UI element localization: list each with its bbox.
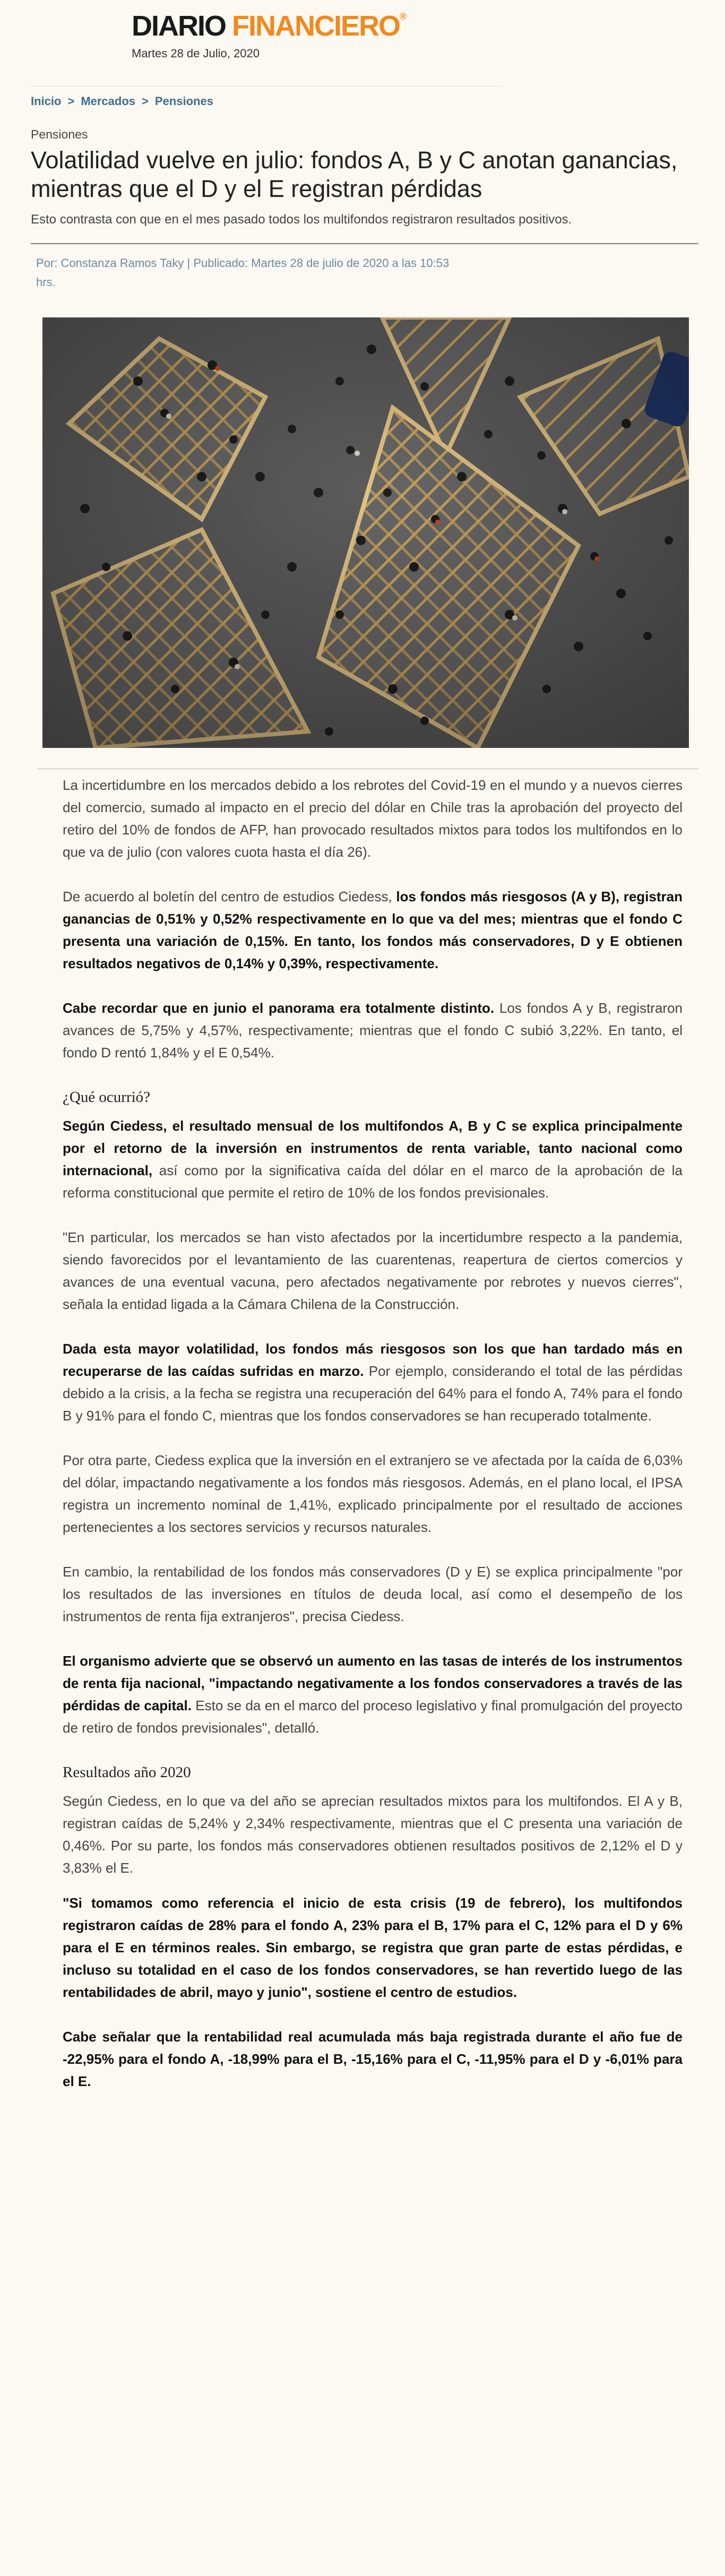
paragraph-bold-text: "Si tomamos como referencia el inicio de esta crisis (19 de febrero), los multifondos registraron caídas de 28% para el fondo A, 23% para el B, 17% para el C, 12% para el D y 6% para el E en términos reales. Sin embargo, se registra que gran parte de estas pérdidas, e incluso su totalidad en el caso de los fondos conservadores, se han revertido luego de las rentabilidades de abril, mayo y junio", sostiene el centro de estudios. [63, 1895, 683, 2000]
breadcrumb-separator: > [67, 94, 75, 108]
paragraph-text: Según Ciedess, en lo que va del año se aprecian resultados mixtos para los multifondos. El A y B, registran caídas de 5,24% y 2,34% respectivamente, mientras que el C presenta una variación de 0,46%. Por su parte, los fondos más conservadores obtienen resultados positivos de 2,12% el D y 3,83% el E. [63, 1793, 683, 1876]
article-paragraph [63, 885, 683, 975]
paragraph-bold-text: Cabe señalar que la rentabilidad real acumulada más baja registrada durante el año fue de -22,95% para el fondo A, -18,99% para el B, -15,16% para el C, -11,95% para el D y -6,01% para el E. [63, 2029, 683, 2089]
article-paragraph [63, 1892, 683, 2003]
article-byline: Por: Constanza Ramos Taky | Publicado: Martes 28 de julio de 2020 a las 10:53 hrs. [36, 256, 450, 289]
article-subtitle: Esto contrasta con que en el mes pasado todos los multifondos registraron resultados positivos. [31, 212, 572, 227]
paragraph-text: Por otra parte, Ciedess explica que la inversión en el extranjero se ve afectada por la caída de 6,03% del dólar, impactando negativamente a los fondos más riesgosos. Además, en el plano local, el IPSA registra un incremento nominal de 1,41%, explicado principalmente por el resultado de acciones pertenecientes a los sectores servicios y recursos naturales. [63, 1452, 683, 1535]
breadcrumb-mercados[interactable]: Mercados [81, 94, 136, 108]
breadcrumb-separator: > [142, 94, 149, 108]
paragraph-text: así como por la significativa caída del dólar en el marco de la aprobación de la reforma constitucional que permite el retiro de 10% de los fondos previsionales. [63, 1162, 683, 1201]
paragraph-bold-text: los fondos más riesgosos (A y B), registran ganancias de 0,51% y 0,52% respectivamente en lo que va del mes; mientras que el fondo C presenta una variación de 0,15%. En tanto, los fondos más conservadores, D y E obtienen resultados negativos de 0,14% y 0,39%, respectivamente. [63, 889, 683, 971]
header-divider [31, 86, 501, 87]
site-header [132, 12, 407, 61]
paragraph-bold-text: Cabe recordar que en junio el panorama era totalmente distinto. [63, 1000, 495, 1016]
breadcrumb-inicio[interactable]: Inicio [31, 94, 62, 108]
article-paragraph [63, 774, 683, 863]
paragraph-text: Esto se da en el marco del proceso legislativo y final promulgación del proyecto de retiro de fondos previsionales", detalló. [63, 1698, 683, 1736]
paragraph-text: "En particular, los mercados se han visto afectados por la incertidumbre respecto a la pandemia, siendo favorecidos por el levantamiento de las cuarentenas, reapertura de ciertos comercios y avances de una eventual vacuna, pero afectados negativamente por rebrotes y nuevos cierres", señala la entidad ligada a la Cámara Chilena de la Construcción. [63, 1229, 683, 1312]
article-paragraph [63, 1561, 683, 1627]
article-paragraph [63, 1650, 683, 1739]
article-paragraph [63, 1226, 683, 1315]
site-logo[interactable] [132, 12, 407, 40]
paragraph-bold-text: Según Ciedess, el resultado mensual de los multifondos A, B y C se explica principalmente por el retorno de la inversión en instrumentos de renta variable, tanto nacional como internacional, [63, 1118, 683, 1178]
article-paragraph [63, 2026, 683, 2092]
article-subheading: Resultados año 2020 [63, 1764, 191, 1781]
logo-registered-mark: ® [400, 11, 407, 22]
paragraph-text: Por ejemplo, considerando el total de las pérdidas debido a la crisis, a la fecha se registra una recuperación del 64% para el fondo A, 74% para el fondo B y 91% para el fondo C, mientras que los fondos conservadores se han recuperado totalmente. [63, 1363, 683, 1424]
article-hero-image [42, 317, 689, 748]
paragraph-bold-text: El organismo advierte que se observó un aumento en las tasas de interés de los instrumentos de renta fija nacional, "impactando negativamente a los fondos conservadores a través de las pérdidas de capital. [63, 1653, 683, 1713]
article-paragraph [63, 1449, 683, 1538]
article-paragraph [63, 1338, 683, 1427]
paragraph-text: En cambio, la rentabilidad de los fondos más conservadores (D y E) se explica principalmente "por los resultados de las inversiones en títulos de deuda local, así como el desempeño de los instrumentos de renta fija extranjeros", precisa Ciedess. [63, 1564, 683, 1624]
paragraph-text: Los fondos A y B, registraron avances de 5,75% y 4,57%, respectivamente; mientras que el fondo C subió 3,22%. En tanto, el fondo D rentó 1,84% y el E 0,54%. [63, 1000, 683, 1061]
article-section: Pensiones [31, 127, 88, 141]
article-title: Volatilidad vuelve en julio: fondos A, B y C anotan ganancias, mientras que el D y el E registran pérdidas [31, 147, 678, 202]
title-divider [31, 243, 698, 244]
paragraph-bold-text: Dada esta mayor volatilidad, los fondos más riesgosos son los que han tardado más en recuperarse de las caídas sufridas en marzo. [63, 1341, 683, 1379]
crowd-crosswalk-photo [42, 317, 689, 748]
article-paragraph [63, 1790, 683, 1879]
article-subheading: ¿Qué ocurrió? [63, 1089, 151, 1106]
breadcrumb-pensiones[interactable]: Pensiones [154, 94, 213, 108]
paragraph-text: La incertidumbre en los mercados debido a los rebrotes del Covid-19 en el mundo y a nuevos cierres del comercio, sumado al impacto en el precio del dólar en Chile tras la aprobación del proyecto del retiro del 10% de fondos de AFP, han provocado resultados mixtos para todos los multifondos en lo que va de julio (con valores cuota hasta el día 26). [63, 777, 683, 860]
article-paragraph [63, 997, 683, 1064]
article-paragraph [63, 1115, 683, 1204]
paragraph-text: De acuerdo al boletín del centro de estudios Ciedess, [63, 889, 396, 904]
logo-word-diario: DIARIO [132, 10, 226, 42]
article-body [63, 774, 683, 2115]
header-date: Martes 28 de Julio, 2020 [132, 47, 260, 60]
logo-word-financiero: FINANCIERO [232, 10, 400, 42]
breadcrumb [31, 94, 213, 108]
